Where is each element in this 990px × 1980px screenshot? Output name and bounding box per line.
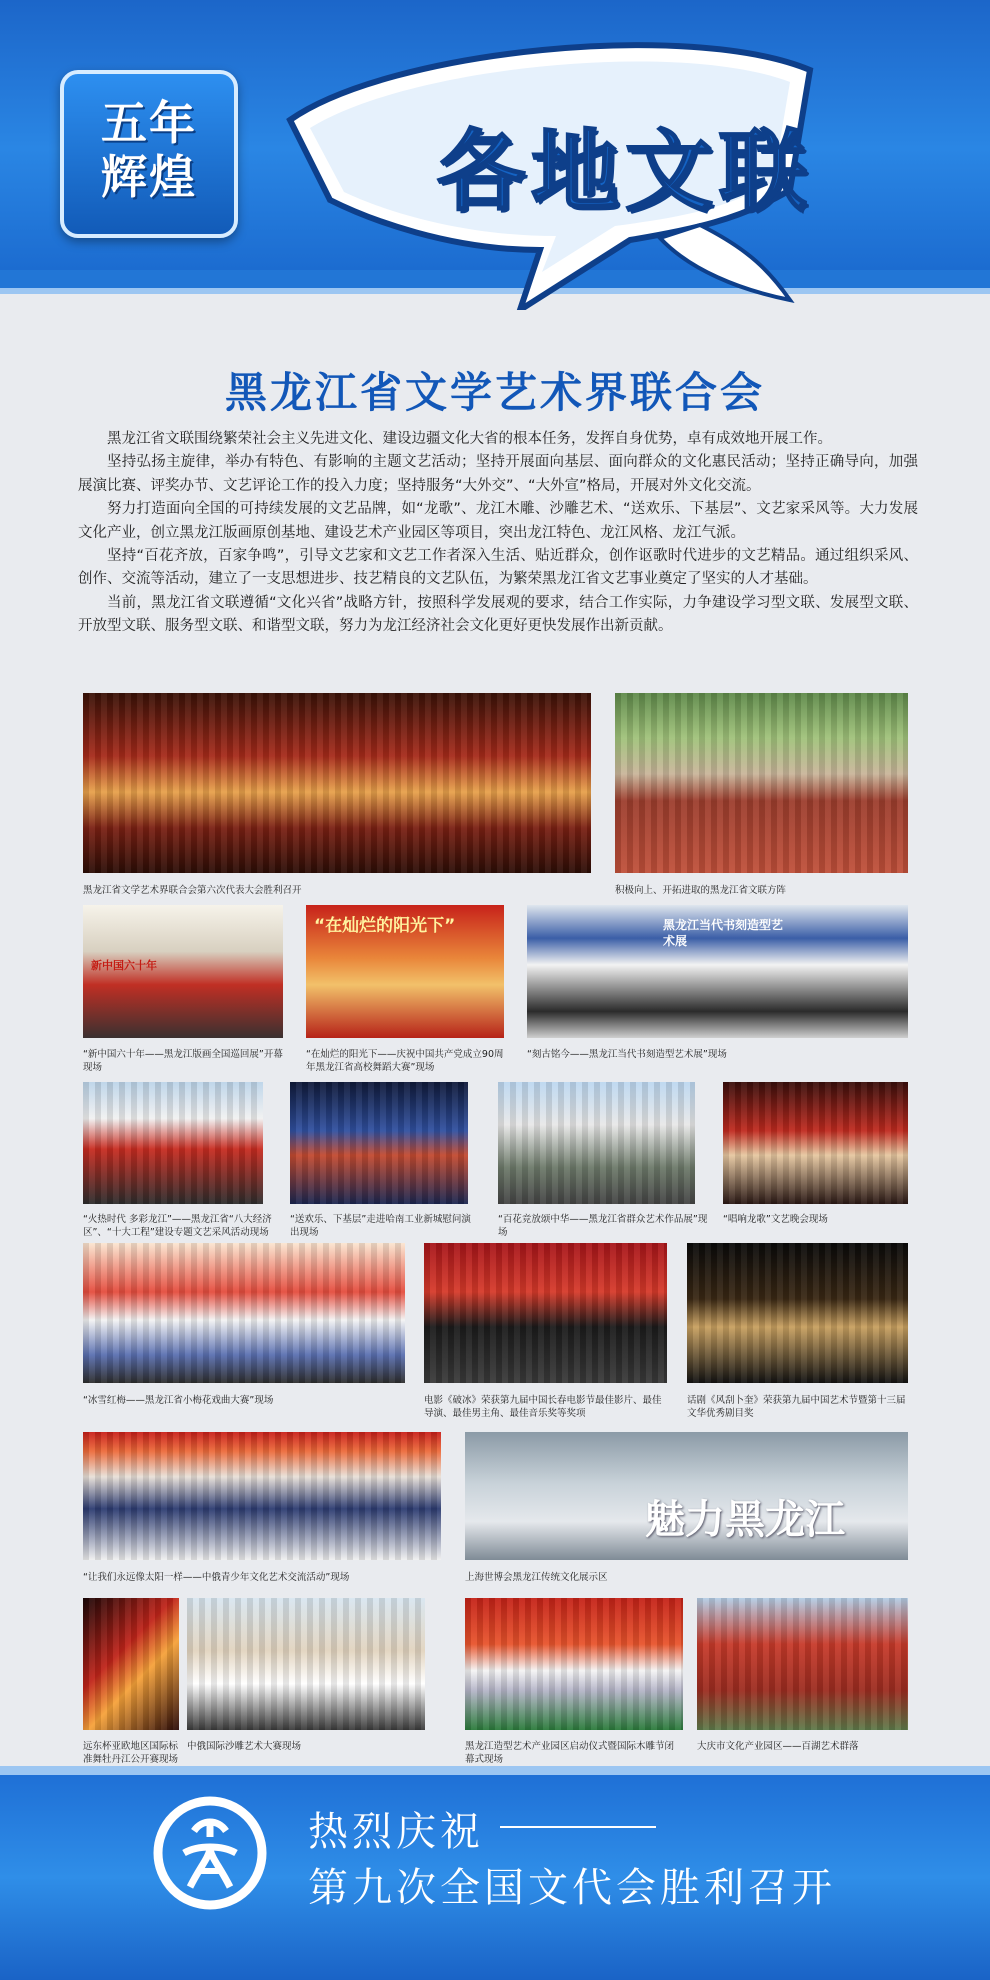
photo-caption: “让我们永远像太阳一样——中俄青少年文化艺术交流活动”现场 (83, 1572, 350, 1583)
page-title: 黑龙江省文学艺术界联合会 (224, 368, 765, 417)
federation-logo-icon (150, 1793, 270, 1913)
photo-caption: 话剧《风刮卜奎》荣获第九届中国艺术节暨第十三届文华优秀剧目奖 (687, 1395, 906, 1419)
photo-longge-gala (723, 1082, 908, 1204)
photo-caption: 中俄国际沙雕艺术大赛现场 (187, 1741, 302, 1752)
photo-caption: “送欢乐、下基层”走进哈南工业新城慰问演出现场 (290, 1214, 471, 1238)
photo-factory-show (290, 1082, 468, 1204)
intro-text (78, 428, 918, 639)
photo-art-park-ceremony (465, 1598, 683, 1730)
footer-stripe (0, 1766, 990, 1775)
photo-culture-park (697, 1598, 908, 1730)
photo-sign: 黑龙江当代书刻造型艺术展 (663, 918, 784, 948)
photo-caption: “火热时代 多彩龙江”——黑龙江省“八大经济区”、“十大工程”建设专题文艺采风活动现场 (83, 1214, 272, 1238)
photo-sign: 新中国六十年 (91, 959, 157, 972)
photo-caption: “百花竞放颂中华——黑龙江省群众艺术作品展”现场 (498, 1214, 708, 1238)
badge-line-1: 五年 (101, 96, 197, 150)
paragraph: 黑龙江省文联围绕繁荣社会主义先进文化、建设边疆文化大省的根本任务，发挥自身优势，卓有成效地开展工作。 (107, 431, 832, 447)
photo-caption: 黑龙江造型艺术产业园区启动仪式暨国际木雕节闭幕式现场 (465, 1741, 675, 1765)
photo-art-works-exhibition (498, 1082, 695, 1204)
photo-caption: “刻古铭今——黑龙江当代书刻造型艺术展”现场 (527, 1049, 727, 1060)
photo-caption: 黑龙江省文学艺术界联合会第六次代表大会胜利召开 (83, 885, 302, 896)
photo-caption: “冰雪红梅——黑龙江省小梅花戏曲大赛”现场 (83, 1395, 274, 1406)
paragraph: 坚持“百花齐放，百家争鸣”，引导文艺家和文艺工作者深入生活、贴近群众，创作讴歌时代进步的文艺精品。通过组织采风、创作、交流等活动，建立了一支思想进步、技艺精良的文艺队伍，为繁荣黑龙江省文艺事业奠定了坚实的人才基础。 (78, 548, 918, 588)
banner-title: 各地文联 (436, 120, 813, 223)
photo-sign: 魅力黑龙江 (645, 1497, 845, 1543)
photo-ballroom-dance (83, 1598, 179, 1730)
paragraph: 努力打造面向全国的可持续发展的文艺品牌，如“龙歌”、龙江木雕、沙雕艺术、“送欢乐、下基层”、文艺家采风等。大力发展文化产业，创立黑龙江版画原创基地、建设艺术产业园区等项目，突出龙江特色、龙江风格、龙江气派。 (78, 501, 918, 541)
photo-caption: “唱响龙歌”文艺晚会现场 (723, 1214, 828, 1225)
slogan-divider (500, 1826, 656, 1828)
photo-dance-contest (306, 905, 504, 1038)
photo-caption: 大庆市文化产业园区——百湖艺术群落 (697, 1741, 859, 1752)
photo-caption: 上海世博会黑龙江传统文化展示区 (465, 1572, 608, 1583)
photo-drama-stage (687, 1243, 908, 1383)
photo-film-awards (424, 1243, 667, 1383)
photo-calligraphy-exhibition (527, 905, 908, 1038)
slogan-line-1: 热烈庆祝 (308, 1809, 484, 1855)
slogan-line-2: 第九次全国文代会胜利召开 (308, 1865, 836, 1911)
photo-caption: 电影《破冰》荣获第九届中国长春电影节最佳影片、最佳导演、最佳男主角、最佳音乐奖等奖项 (424, 1395, 662, 1419)
paragraph: 坚持弘扬主旋律，举办有特色、有影响的主题文艺活动；坚持开展面向基层、面向群众的文化惠民活动；坚持正确导向，加强展演比赛、评奖办节、文艺评论工作的投入力度；坚持服务“大外交”、“大外宣”格局，开展对外文化交流。 (78, 454, 918, 494)
photo-sign: “在灿烂的阳光下” (314, 916, 456, 936)
badge-line-2: 辉煌 (101, 150, 197, 204)
paragraph: 当前，黑龙江省文联遵循“文化兴省”战略方针，按照科学发展观的要求，结合工作实际，力争建设学习型文联、发展型文联、开放型文联、服务型文联、和谐型文联，努力为龙江经济社会文化更好更快发展作出新贡献。 (78, 594, 918, 635)
header (0, 0, 990, 360)
photo-caption: “新中国六十年——黑龙江版画全国巡回展”开幕现场 (83, 1049, 283, 1073)
photo-caption: “在灿烂的阳光下——庆祝中国共产党成立90周年黑龙江省高校舞蹈大赛”现场 (306, 1049, 504, 1073)
photo-caption: 远东杯亚欧地区国际标准舞牡丹江公开赛现场 (83, 1741, 179, 1765)
five-years-badge (60, 70, 238, 238)
photo-print-exhibition (83, 905, 283, 1038)
photo-expo-pavilion (465, 1432, 908, 1560)
photo-parade (615, 693, 908, 873)
photo-folk-collection (83, 1082, 263, 1204)
photo-congress-hall (83, 693, 591, 873)
photo-sand-sculpture (187, 1598, 425, 1730)
photo-caption: 积极向上、开拓进取的黑龙江省文联方阵 (615, 885, 787, 896)
photo-opera-contest (83, 1243, 405, 1383)
photo-youth-exchange (83, 1432, 441, 1560)
